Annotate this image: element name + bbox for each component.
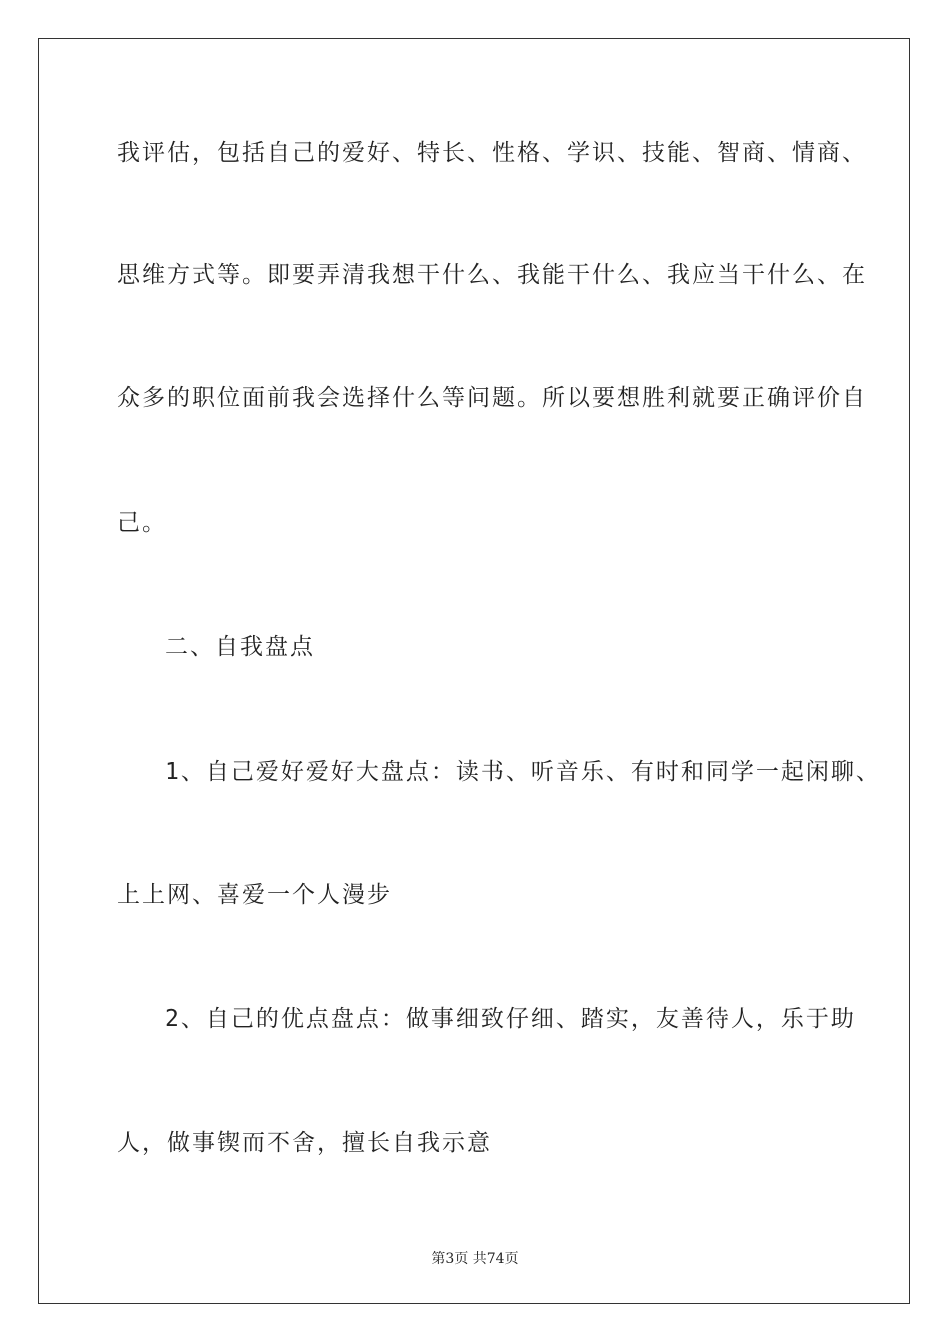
page-number-footer: 第3页 共74页 — [431, 1251, 519, 1267]
paragraph-line: 众多的职位面前我会选择什么等问题。所以要想胜利就要正确评价自 — [117, 385, 867, 411]
paragraph-line: 2、自己的优点盘点：做事细致仔细、踏实，友善待人，乐于助 — [165, 1006, 856, 1032]
paragraph-line: 1、自己爱好爱好大盘点：读书、听音乐、有时和同学一起闲聊、 — [165, 759, 881, 785]
section-heading: 二、自我盘点 — [165, 634, 315, 660]
paragraph-line: 思维方式等。即要弄清我想干什么、我能干什么、我应当干什么、在 — [117, 262, 867, 288]
paragraph-line: 己。 — [117, 510, 167, 536]
paragraph-line: 人，做事锲而不舍，擅长自我示意 — [117, 1130, 492, 1156]
paragraph-line: 我评估，包括自己的爱好、特长、性格、学识、技能、智商、情商、 — [117, 140, 867, 166]
paragraph-line: 上上网、喜爱一个人漫步 — [117, 882, 392, 908]
page-border — [38, 38, 910, 1304]
